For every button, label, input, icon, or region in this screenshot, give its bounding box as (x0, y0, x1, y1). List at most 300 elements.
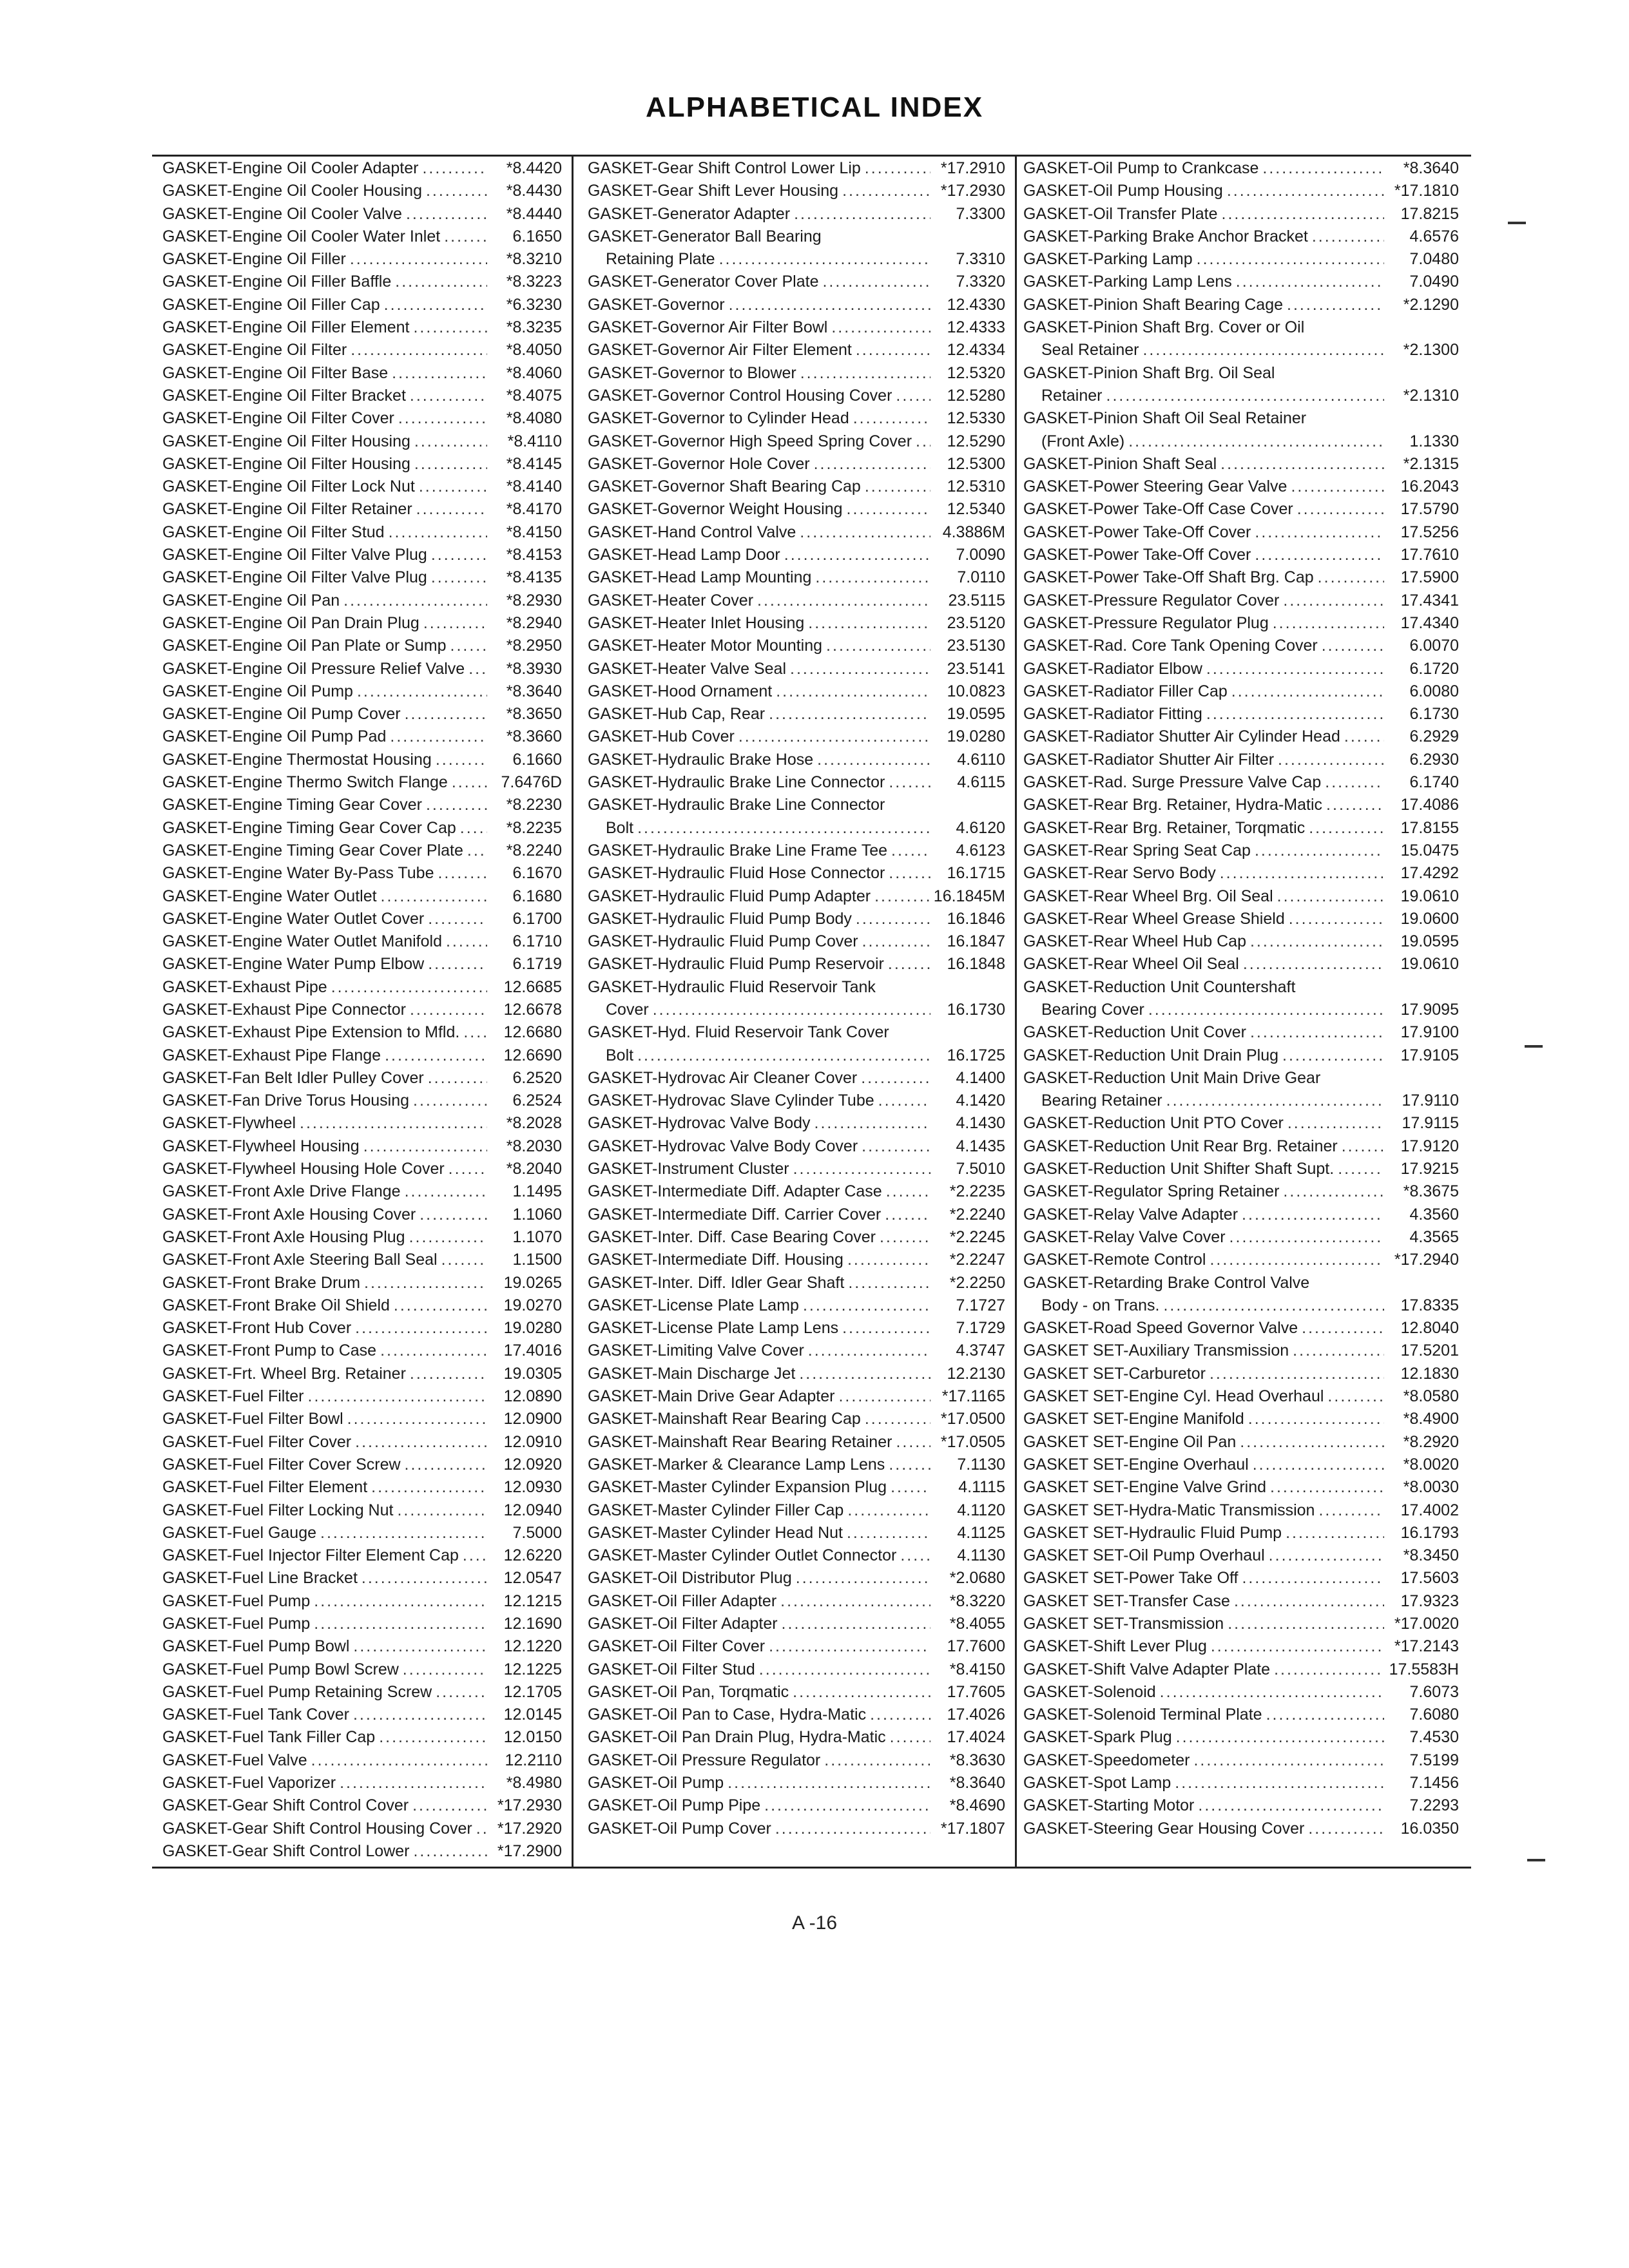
entry-reference: 12.6690 (503, 1046, 562, 1064)
entry-reference: 17.8215 (1400, 204, 1459, 223)
entry-name: GASKET SET-Transmission (1023, 1615, 1224, 1633)
entry-name: GASKET-Road Speed Governor Valve (1023, 1319, 1298, 1338)
index-entry (162, 1090, 562, 1112)
index-entry (1023, 1522, 1459, 1544)
entry-name: GASKET-Exhaust Pipe Connector (162, 1000, 406, 1019)
index-entry (588, 908, 1005, 930)
entry-reference: 6.2524 (512, 1091, 562, 1110)
entry-name: GASKET SET-Hydraulic Fluid Pump (1023, 1523, 1282, 1542)
margin-mark (1508, 222, 1526, 224)
index-entry (588, 1135, 1005, 1158)
leader-dots (476, 1818, 487, 1840)
entry-reference: 12.4333 (947, 318, 1005, 337)
page-number: A -16 (791, 1912, 838, 1934)
index-entry (162, 1499, 562, 1522)
leader-dots (757, 590, 930, 612)
entry-reference: 6.0080 (1409, 682, 1459, 700)
leader-dots (822, 271, 930, 293)
entry-reference: *8.3930 (506, 659, 562, 678)
entry-reference: 4.1435 (956, 1137, 1005, 1155)
leader-dots (1220, 453, 1384, 476)
entry-reference: *8.4140 (506, 477, 562, 496)
index-entry (1023, 271, 1459, 293)
leader-dots (842, 180, 930, 202)
index-entry (162, 1704, 562, 1726)
entry-reference: 17.8335 (1400, 1296, 1459, 1314)
leader-dots (397, 1499, 487, 1522)
entry-name: GASKET-Hydraulic Brake Line Frame Tee (588, 841, 888, 860)
entry-reference: *8.3660 (506, 727, 562, 746)
entry-reference: 7.3320 (956, 273, 1005, 291)
entry-reference: 4.1130 (957, 1546, 1005, 1565)
index-entry (162, 476, 562, 498)
entry-reference: 7.5199 (1409, 1751, 1459, 1769)
entry-name: GASKET-Retarding Brake Control Valve (1023, 1273, 1310, 1292)
entry-reference: 4.6115 (957, 773, 1005, 792)
leader-dots (1210, 1249, 1384, 1271)
leader-dots (1248, 1408, 1384, 1430)
entry-reference: 7.5010 (956, 1160, 1005, 1178)
entry-reference: 23.5115 (948, 591, 1005, 610)
entry-reference: *2.1310 (1403, 386, 1459, 405)
entry-name: GASKET-Hyd. Fluid Reservoir Tank Cover (588, 1023, 889, 1042)
leader-dots (1269, 1544, 1384, 1567)
index-entry (1023, 157, 1459, 180)
index-entry (162, 1317, 562, 1340)
entry-name: Retainer (1041, 386, 1103, 405)
entry-name: GASKET-Reduction Unit Cover (1023, 1023, 1246, 1042)
entry-name: Retaining Plate (606, 250, 715, 269)
index-entry (1023, 1590, 1459, 1613)
index-entry (162, 1476, 562, 1499)
index-entry (162, 1226, 562, 1249)
entry-name: GASKET-Engine Oil Filler (162, 250, 346, 269)
entry-name: GASKET-Front Brake Drum (162, 1273, 361, 1292)
leader-dots (414, 453, 487, 476)
entry-reference: 16.1845M (933, 887, 1005, 905)
index-entry (162, 430, 562, 453)
index-entry (588, 1567, 1005, 1590)
leader-dots (1148, 999, 1384, 1021)
entry-name: GASKET-Master Cylinder Filler Cap (588, 1501, 844, 1519)
index-entry (588, 999, 1005, 1021)
entry-reference: 7.1130 (957, 1455, 1005, 1474)
entry-name: GASKET-Rear Servo Body (1023, 864, 1216, 883)
leader-dots (865, 1408, 930, 1430)
entry-reference: 16.1846 (947, 909, 1005, 928)
entry-name: GASKET-Master Cylinder Head Nut (588, 1523, 843, 1542)
entry-reference: *8.3650 (506, 705, 562, 724)
index-entry (162, 726, 562, 748)
entry-name: GASKET-Reduction Unit Rear Brg. Retainer (1023, 1137, 1338, 1155)
leader-dots (413, 316, 487, 339)
index-entry (588, 862, 1005, 885)
index-entry (162, 362, 562, 385)
leader-dots (775, 1818, 930, 1840)
entry-name: GASKET-Engine Oil Filter Bracket (162, 386, 406, 405)
leader-dots (793, 1681, 930, 1704)
entry-reference: 12.0940 (503, 1501, 562, 1519)
entry-name: GASKET-Pinion Shaft Brg. Cover or Oil (1023, 318, 1305, 337)
leader-dots (856, 339, 930, 361)
entry-name: GASKET-Engine Oil Filter Stud (162, 523, 385, 541)
entry-name: GASKET-Fuel Filter Cover Screw (162, 1455, 401, 1474)
index-entry (1023, 1476, 1459, 1499)
entry-name: GASKET-Oil Pan, Torqmatic (588, 1682, 789, 1701)
index-entry (588, 453, 1005, 476)
index-entry (1023, 1363, 1459, 1385)
leader-dots (1222, 203, 1385, 226)
entry-name: Bearing Cover (1041, 1000, 1144, 1019)
entry-reference: 4.3565 (1409, 1227, 1459, 1246)
index-entry (1023, 885, 1459, 908)
entry-name: GASKET-Engine Oil Pan Drain Plug (162, 613, 419, 632)
index-entry (162, 1385, 562, 1408)
leader-dots (355, 1431, 487, 1454)
index-entry (588, 930, 1005, 953)
entry-reference: 6.2520 (512, 1068, 562, 1087)
entry-name: GASKET-Parking Lamp (1023, 250, 1193, 269)
entry-name: GASKET-Hub Cover (588, 727, 735, 746)
index-entry (1023, 203, 1459, 226)
index-entry (162, 294, 562, 316)
leader-dots (300, 1112, 487, 1135)
leader-dots (891, 840, 930, 862)
entry-name: GASKET-Engine Oil Filter Lock Nut (162, 477, 415, 496)
leader-dots (364, 1272, 487, 1294)
entry-reference: 7.5000 (512, 1523, 562, 1542)
index-entry (162, 1249, 562, 1271)
entry-reference: 19.0280 (503, 1319, 562, 1338)
entry-name: GASKET-Rear Spring Seat Cap (1023, 841, 1251, 860)
entry-name: GASKET-Engine Oil Pump Pad (162, 727, 387, 746)
entry-reference: 1.1495 (512, 1182, 562, 1201)
entry-reference: 7.1729 (956, 1319, 1005, 1338)
entry-name: GASKET-Reduction Unit Drain Plug (1023, 1046, 1279, 1064)
leader-dots (343, 590, 487, 612)
entry-reference: 17.9115 (1402, 1114, 1459, 1133)
leader-dots (847, 1499, 930, 1522)
leader-dots (1318, 566, 1384, 589)
entry-name: GASKET-Main Discharge Jet (588, 1364, 796, 1383)
leader-dots (886, 1180, 930, 1203)
index-entry (162, 1158, 562, 1180)
entry-name: GASKET-Radiator Shutter Air Filter (1023, 750, 1275, 769)
index-entry (162, 1135, 562, 1158)
entry-reference: 23.5141 (947, 659, 1005, 678)
index-entry (1023, 385, 1459, 407)
entry-name: GASKET-Speedometer (1023, 1751, 1190, 1769)
leader-dots (1175, 1772, 1384, 1794)
leader-dots (826, 635, 930, 657)
entry-reference: 12.4330 (947, 295, 1005, 314)
entry-name: GASKET-Pinion Shaft Bearing Cage (1023, 295, 1284, 314)
index-entry (588, 1658, 1005, 1681)
entry-name: GASKET-Master Cylinder Expansion Plug (588, 1478, 887, 1497)
entry-name: GASKET-Hydraulic Brake Line Connector (588, 773, 885, 792)
index-entry (162, 1112, 562, 1135)
entry-name: GASKET-Oil Pump Pipe (588, 1796, 761, 1815)
index-entry (162, 930, 562, 953)
entry-reference: 7.0490 (1409, 273, 1459, 291)
entry-name: Seal Retainer (1041, 341, 1139, 360)
index-entry (1023, 1704, 1459, 1726)
leader-dots (426, 794, 487, 816)
leader-dots (1163, 1294, 1384, 1317)
entry-name: Bolt (606, 818, 634, 837)
index-entry (588, 1204, 1005, 1226)
entry-reference: 17.7610 (1400, 546, 1459, 564)
entry-name: GASKET-Heater Valve Seal (588, 659, 787, 678)
index-entry (588, 635, 1005, 657)
index-entry (162, 385, 562, 407)
index-entry (588, 1317, 1005, 1340)
entry-reference: 17.9215 (1400, 1160, 1459, 1178)
entry-reference: *8.4153 (506, 546, 562, 564)
leader-dots (1286, 1522, 1384, 1544)
entry-reference: *8.4170 (506, 500, 562, 519)
leader-dots (1193, 1749, 1384, 1772)
entry-reference: 16.1730 (947, 1000, 1005, 1019)
leader-dots (885, 1204, 930, 1226)
entry-reference: *8.4145 (506, 454, 562, 473)
entry-name: GASKET-Engine Timing Gear Cover Plate (162, 841, 463, 860)
index-entry (162, 817, 562, 840)
index-entry (588, 590, 1005, 612)
leader-dots (1197, 248, 1384, 271)
entry-name: GASKET-Generator Cover Plate (588, 273, 819, 291)
index-entry (588, 703, 1005, 726)
leader-dots (824, 1749, 930, 1772)
entry-name: GASKET-Intermediate Diff. Adapter Case (588, 1182, 882, 1201)
index-entry (162, 544, 562, 566)
entry-name: GASKET-Rear Wheel Grease Shield (1023, 909, 1285, 928)
leader-dots (870, 1704, 930, 1726)
leader-dots (653, 999, 930, 1021)
index-entry (162, 1180, 562, 1203)
index-entry (588, 248, 1005, 271)
index-entry (1023, 566, 1459, 589)
entry-reference: *8.3675 (1403, 1182, 1459, 1201)
entry-name: GASKET-Power Take-Off Cover (1023, 546, 1251, 564)
index-entry (1023, 1794, 1459, 1817)
leader-dots (1220, 862, 1384, 885)
leader-dots (426, 180, 487, 202)
entry-reference: 6.1710 (512, 932, 562, 951)
index-entry (1023, 544, 1459, 566)
leader-dots (1253, 1454, 1384, 1476)
leader-dots (769, 703, 930, 726)
index-entry (1023, 476, 1459, 498)
entry-reference: 4.1400 (956, 1068, 1005, 1087)
entry-name: GASKET SET-Hydra-Matic Transmission (1023, 1501, 1315, 1519)
entry-reference: 17.4340 (1400, 613, 1459, 632)
index-entry (162, 680, 562, 703)
entry-name: GASKET-Oil Pan Drain Plug, Hydra-Matic (588, 1728, 886, 1747)
leader-dots (808, 612, 930, 635)
index-entry (162, 1818, 562, 1840)
index-entry (1023, 999, 1459, 1021)
leader-dots (379, 1726, 487, 1749)
entry-reference: 7.6073 (1409, 1682, 1459, 1701)
index-entry (1023, 1567, 1459, 1590)
entry-name: GASKET-Frt. Wheel Brg. Retainer (162, 1364, 406, 1383)
entry-name: GASKET-Engine Oil Cooler Adapter (162, 159, 419, 177)
leader-dots (796, 1567, 930, 1590)
entry-name: GASKET-Governor (588, 295, 725, 314)
entry-reference: *8.4050 (506, 341, 562, 360)
entry-reference: 4.6123 (956, 841, 1005, 860)
leader-dots (1198, 1794, 1384, 1817)
entry-name: GASKET-Radiator Filler Cap (1023, 682, 1228, 700)
index-entry (588, 794, 1005, 816)
entry-name: GASKET-Main Drive Gear Adapter (588, 1387, 835, 1406)
index-entry (162, 1340, 562, 1362)
leader-dots (431, 566, 487, 589)
entry-name: GASKET-Power Take-Off Case Cover (1023, 500, 1293, 519)
entry-name: GASKET-Fuel Filter Cover (162, 1432, 352, 1451)
index-entry (588, 385, 1005, 407)
index-entry (1023, 612, 1459, 635)
entry-name: GASKET-Relay Valve Cover (1023, 1227, 1226, 1246)
entry-name: GASKET-Engine Oil Filter Valve Plug (162, 546, 427, 564)
index-entry (1023, 726, 1459, 748)
entry-name: GASKET-Intermediate Diff. Carrier Cover (588, 1205, 882, 1224)
entry-reference: *17.2143 (1394, 1637, 1459, 1656)
leader-dots (468, 658, 487, 680)
index-entry (588, 1476, 1005, 1499)
leader-dots (1242, 1567, 1384, 1590)
entry-reference: 6.0070 (1409, 637, 1459, 655)
entry-name: GASKET-Oil Pump Cover (588, 1819, 771, 1838)
entry-name: GASKET-Hydrovac Valve Body Cover (588, 1137, 858, 1155)
leader-dots (419, 1204, 487, 1226)
entry-reference: *8.4420 (506, 159, 562, 177)
entry-name: GASKET-Gear Shift Control Housing Cover (162, 1819, 472, 1838)
entry-name: GASKET-Generator Ball Bearing (588, 227, 822, 245)
leader-dots (896, 1431, 930, 1454)
leader-dots (405, 1180, 487, 1203)
entry-reference: 4.6120 (956, 818, 1005, 837)
leader-dots (405, 1454, 487, 1476)
entry-reference: *8.2240 (506, 841, 562, 860)
leader-dots (794, 203, 930, 226)
leader-dots (847, 498, 930, 521)
entry-name: GASKET-Spot Lamp (1023, 1774, 1171, 1792)
entry-name: GASKET-Engine Oil Filter Valve Plug (162, 568, 427, 587)
entry-reference: *2.2240 (949, 1205, 1005, 1224)
leader-dots (1255, 840, 1384, 862)
entry-reference: 12.6220 (503, 1546, 562, 1565)
entry-reference: 12.0930 (503, 1478, 562, 1497)
leader-dots (1270, 1476, 1384, 1499)
index-entry (162, 248, 562, 271)
leader-dots (803, 1294, 930, 1317)
entry-name: GASKET-Front Brake Oil Shield (162, 1296, 390, 1314)
entry-reference: *17.1810 (1394, 182, 1459, 200)
entry-name: GASKET-Governor Hole Cover (588, 454, 810, 473)
index-column-2 (588, 157, 1005, 1863)
entry-reference: 4.6576 (1409, 227, 1459, 245)
entry-reference: 12.6678 (503, 1000, 562, 1019)
leader-dots (815, 566, 930, 589)
entry-reference: 19.0610 (1400, 887, 1459, 905)
index-entry (162, 1567, 562, 1590)
entry-reference: *2.2235 (949, 1182, 1005, 1201)
entry-name: GASKET-Fuel Filter Locking Nut (162, 1501, 394, 1519)
index-entry (162, 1044, 562, 1067)
entry-name: GASKET-Front Hub Cover (162, 1319, 352, 1338)
entry-name: GASKET-Front Axle Housing Plug (162, 1227, 405, 1246)
entry-name: GASKET-Governor High Speed Spring Cover (588, 432, 912, 450)
index-entry (1023, 1772, 1459, 1794)
entry-name: GASKET-Fuel Pump Retaining Screw (162, 1682, 432, 1701)
entry-name: GASKET SET-Engine Oil Pan (1023, 1432, 1237, 1451)
index-entry (588, 1408, 1005, 1430)
leader-dots (450, 635, 488, 657)
leader-dots (780, 1590, 930, 1613)
entry-name: GASKET-Fuel Valve (162, 1751, 307, 1769)
leader-dots (1289, 908, 1384, 930)
entry-name: GASKET-Oil Filter Cover (588, 1637, 766, 1656)
entry-reference: *17.2930 (497, 1796, 562, 1815)
index-entry (588, 1818, 1005, 1840)
index-entry (588, 771, 1005, 794)
margin-mark (1525, 1045, 1543, 1048)
entry-reference: *8.4080 (506, 409, 562, 428)
entry-name: GASKET SET-Power Take Off (1023, 1569, 1239, 1588)
entry-reference: 17.9110 (1402, 1091, 1459, 1110)
index-entry (1023, 1044, 1459, 1067)
leader-dots (1291, 476, 1384, 498)
entry-name: GASKET-Engine Oil Pump Cover (162, 705, 401, 724)
entry-reference: *17.2940 (1394, 1251, 1459, 1269)
entry-name: GASKET-Power Take-Off Shaft Brg. Cap (1023, 568, 1314, 587)
leader-dots (1277, 885, 1384, 908)
index-entry (1023, 1340, 1459, 1362)
entry-name: GASKET-Reduction Unit Main Drive Gear (1023, 1068, 1321, 1087)
index-entry (1023, 1681, 1459, 1704)
index-entry (162, 862, 562, 885)
entry-name: GASKET SET-Transfer Case (1023, 1591, 1230, 1610)
index-entry (1023, 1249, 1459, 1271)
leader-dots (463, 1544, 487, 1567)
entry-reference: 4.3560 (1409, 1205, 1459, 1224)
entry-reference: 19.0270 (503, 1296, 562, 1314)
entry-reference: *17.1165 (941, 1387, 1005, 1406)
leader-dots (1176, 1726, 1384, 1749)
entry-name: GASKET-Reduction Unit Shifter Shaft Supt. (1023, 1160, 1335, 1178)
entry-name: GASKET-Pinion Shaft Oil Seal Retainer (1023, 409, 1307, 428)
entry-reference: 12.0920 (503, 1455, 562, 1474)
leader-dots (764, 1794, 930, 1817)
entry-name: GASKET-Reduction Unit Countershaft (1023, 977, 1296, 996)
column-divider (1015, 155, 1017, 1869)
index-entry (1023, 316, 1459, 339)
leader-dots (1308, 1818, 1384, 1840)
leader-dots (865, 157, 930, 180)
index-entry (162, 1454, 562, 1476)
entry-name: GASKET-Hydrovac Valve Body (588, 1114, 811, 1133)
index-entry (588, 1726, 1005, 1749)
entry-name: GASKET-Pressure Regulator Plug (1023, 613, 1269, 632)
index-entry (588, 1180, 1005, 1203)
leader-dots (467, 840, 487, 862)
entry-reference: 6.1700 (512, 909, 562, 928)
entry-name: Body - on Trans. (1041, 1296, 1160, 1314)
index-entry (588, 1544, 1005, 1567)
entry-name: Bearing Retainer (1041, 1091, 1162, 1110)
